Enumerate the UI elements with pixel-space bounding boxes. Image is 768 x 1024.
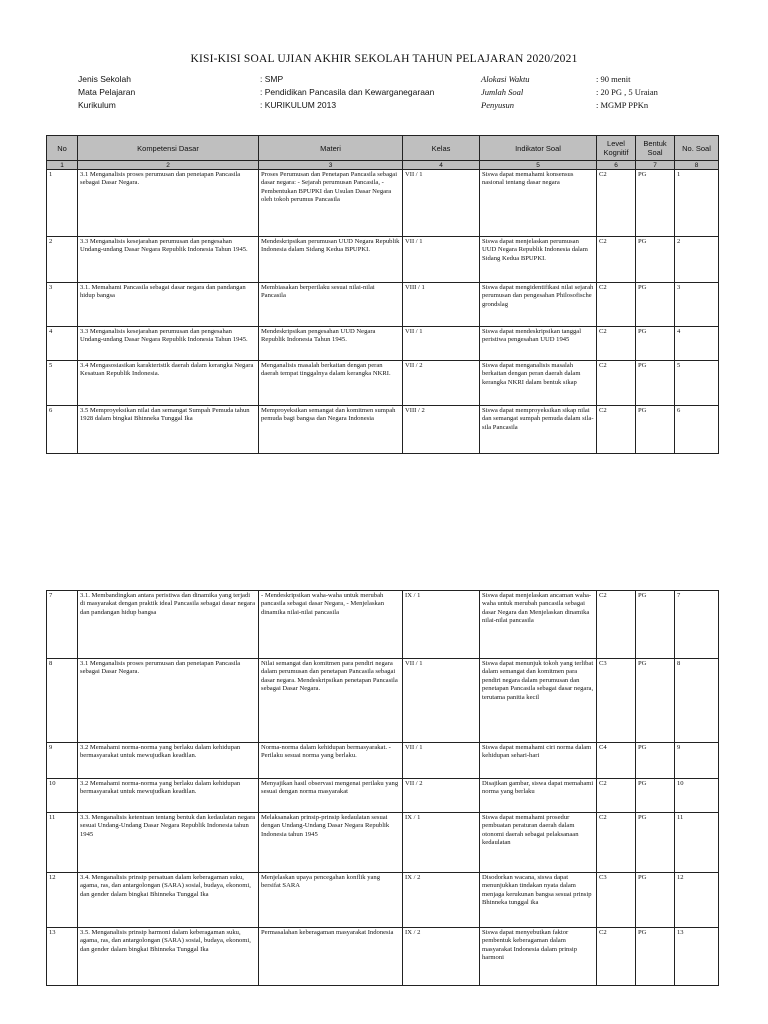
cell-bentuk: PG [636,873,675,928]
column-number: 7 [636,161,675,170]
cell-materi: Nilai semangat dan komitmen para pendiri negara dalam perumusan dan penetapan Pancasila sebagai dasar negara. Mendeskripsikan penetapan Pancasila sebagai Dasar Negara. [259,659,403,743]
info-value: : 90 menit [596,74,631,84]
table-row [47,873,719,928]
table-row [47,659,719,743]
header-kompetensi: Kompetensi Dasar [78,136,259,161]
cell-materi: Melaksanakan prinsip-prinsip kedaulatan sesuai dengan Undang-Undang Dasar Negara Republik Indonesia tahun 1945 [259,813,403,873]
cell-level: C2 [597,237,636,283]
table-row [47,779,719,813]
cell-level: C2 [597,361,636,406]
cell-kelas: VII / 2 [403,779,480,813]
table-row [47,327,719,361]
cell-bentuk: PG [636,591,675,659]
cell-no: 4 [47,327,78,361]
cell-bentuk: PG [636,406,675,454]
cell-level: C2 [597,779,636,813]
cell-bentuk: PG [636,237,675,283]
info-label: Penyusun [481,100,515,110]
info-value: : MGMP PPKn [596,100,649,110]
column-number: 6 [597,161,636,170]
cell-level: C2 [597,327,636,361]
table-row [47,170,719,237]
cell-bentuk: PG [636,659,675,743]
cell-nosoal: 11 [675,813,719,873]
cell-indikator: Siswa dapat menganalisis masalah berkaitan dengan peran daerah dalam kerangka NKRI dalam bentuk sikap [480,361,597,406]
cell-level: C2 [597,813,636,873]
cell-level: C4 [597,743,636,779]
cell-indikator: Siswa dapat memproyeksikan sikap nilai dan semangat sumpah pemuda dalam sila-sila Pancasila [480,406,597,454]
info-label: Mata Pelajaran [78,87,136,97]
cell-kelas: VIII / 2 [403,406,480,454]
cell-kompetensi: 3.1 Menganalisis proses perumusan dan penetapan Pancasila sebagai Dasar Negara. [78,170,259,237]
column-number: 5 [480,161,597,170]
cell-kelas: VII / 1 [403,327,480,361]
cell-nosoal: 5 [675,361,719,406]
cell-indikator: Siswa dapat menyebutkan faktor pembentuk keberagaman dalam masyarakat Indonesia dalam prinsip harmoni [480,928,597,986]
cell-level: C2 [597,283,636,327]
cell-level: C2 [597,406,636,454]
cell-level: C3 [597,873,636,928]
table-row [47,361,719,406]
cell-bentuk: PG [636,743,675,779]
table-body-top [47,170,719,454]
header-indikator: Indikator Soal [480,136,597,161]
cell-materi: Memproyeksikan semangat dan komitmen sumpah pemuda bagi bangsa dan Negara Indonesia [259,406,403,454]
info-label: Jumlah Soal [481,87,524,97]
school-info [78,73,434,112]
cell-kelas: VII / 1 [403,659,480,743]
cell-nosoal: 8 [675,659,719,743]
cell-nosoal: 9 [675,743,719,779]
cell-indikator: Siswa dapat memahami ciri norma dalam kehidupan sehari-hari [480,743,597,779]
exam-info [481,73,658,112]
table-row [47,743,719,779]
cell-level: C2 [597,591,636,659]
cell-no: 9 [47,743,78,779]
cell-kompetensi: 3.5. Menganalisis prinsip harmoni dalam keberagaman suku, agama, ras, dan antargolongan (SARA) sosial, budaya, ekonomi, dan gender dalam bingkai Bhinneka Tunggal Ika [78,928,259,986]
cell-kelas: IX / 1 [403,813,480,873]
cell-nosoal: 3 [675,283,719,327]
cell-bentuk: PG [636,928,675,986]
table-row [47,406,719,454]
cell-materi: Membiasakan berperilaku sesuai nilai-nilai Pancasila [259,283,403,327]
cell-no: 6 [47,406,78,454]
grid-table-bottom [46,590,719,986]
cell-indikator: Disodorkan wacana, siswa dapat menunjukkan tindakan nyata dalam menjaga kerukunan bangsa sesuai prinsip Bhinneka tunggal ika [480,873,597,928]
cell-no: 13 [47,928,78,986]
info-row [78,73,434,86]
cell-bentuk: PG [636,813,675,873]
table-row [47,237,719,283]
cell-materi: Menyajikan hasil observasi mengenai perilaku yang sesuai dengan norma masyarakat [259,779,403,813]
cell-no: 8 [47,659,78,743]
cell-kelas: IX / 2 [403,928,480,986]
cell-nosoal: 4 [675,327,719,361]
grid-table-top [46,135,719,454]
cell-materi: Menjelaskan upaya pencegahan konflik yang bersifat SARA [259,873,403,928]
cell-nosoal: 13 [675,928,719,986]
cell-kelas: VII / 2 [403,361,480,406]
cell-level: C2 [597,170,636,237]
cell-kompetensi: 3.3 Menganalisis kesejarahan perumusan dan pengesahan Undang-undang Dasar Negara Republik Indonesia Tahun 1945. [78,327,259,361]
cell-materi: Norma-norma dalam kehidupan bermasyarakat. - Perilaku sesuai norma yang berlaku. [259,743,403,779]
cell-bentuk: PG [636,283,675,327]
info-label: Jenis Sekolah [78,74,131,84]
cell-no: 7 [47,591,78,659]
cell-indikator: Siswa dapat mendeskripsikan tanggal peristiwa pengesahan UUD 1945 [480,327,597,361]
cell-materi: Mendeskripsikan pengesahan UUD Negara Republik Indonesia Tahun 1945. [259,327,403,361]
cell-kelas: VII / 1 [403,237,480,283]
table-row [47,283,719,327]
cell-nosoal: 7 [675,591,719,659]
cell-indikator: Siswa dapat mengidentifikasi nilai sejarah perumusan dan pengesahan Philosofische grondslag [480,283,597,327]
header-bentuk: Bentuk Soal [636,136,675,161]
cell-bentuk: PG [636,779,675,813]
cell-indikator: Siswa dapat menjelaskan perumusan UUD Negara Republik Indonesia dalam Sidang Kedua BPUPKI. [480,237,597,283]
info-row [78,99,434,112]
cell-bentuk: PG [636,327,675,361]
info-value: : 20 PG , 5 Uraian [596,87,658,97]
info-row [481,73,658,86]
cell-materi: Proses Perumusan dan Penetapan Pancasila sebagai dasar negara: - Sejarah perumusan Pancasila, - Pembentukan BPUPKI dan Usulan Dasar Negara oleh tokoh perumus Pancasila [259,170,403,237]
cell-no: 3 [47,283,78,327]
cell-materi: Menganalisis masalah berkaitan dengan peran daerah tempat tinggalnya dalam kerangka NKRI. [259,361,403,406]
header-nosoal: No. Soal [675,136,719,161]
cell-kompetensi: 3.1. Membandingkan antara peristiwa dan dinamika yang terjadi di masyarakat dengan praktik ideal Pancasila sebagai dasar negara dan pandangan hidup bangsa [78,591,259,659]
header-level: Level Kognitif [597,136,636,161]
cell-nosoal: 2 [675,237,719,283]
cell-materi: Mendeskripsikan perumusan UUD Negara Republik Indonesia dalam Sidang Kedua BPUPKI. [259,237,403,283]
info-row [481,99,658,112]
cell-indikator: Siswa dapat memahami prosedur pembuatan peraturan daerah dalam otonomi daerah sebagai pelaksanaan kedaulatan [480,813,597,873]
cell-materi: Permasalahan keberagaman masyarakat Indonesia [259,928,403,986]
cell-kompetensi: 3.4. Menganalisis prinsip persatuan dalam keberagaman suku, agama, ras, dan antargolongan (SARA) sosial, budaya, ekonomi, dan gender dalam bingkai Bhinneka Tunggal Ika [78,873,259,928]
column-number: 4 [403,161,480,170]
cell-indikator: Disajikan gambar, siswa dapat memahami norma yang berlaku [480,779,597,813]
document-title: KISI-KISI SOAL UJIAN AKHIR SEKOLAH TAHUN PELAJARAN 2020/2021 [190,53,578,65]
info-value: : Pendidikan Pancasila dan Kewarganegaraan [260,87,435,97]
header-row [47,136,719,161]
cell-kompetensi: 3.4 Mengasosiasikan karakteristik daerah dalam kerangka Negara Kesatuan Republik Indonesia. [78,361,259,406]
cell-bentuk: PG [636,170,675,237]
header-materi: Materi [259,136,403,161]
column-number: 1 [47,161,78,170]
cell-kompetensi: 3.5 Memproyeksikan nilai dan semangat Sumpah Pemuda tahun 1928 dalam bingkai Bhinneka Tunggal Ika [78,406,259,454]
cell-nosoal: 6 [675,406,719,454]
table-row [47,928,719,986]
header-no: No [47,136,78,161]
cell-indikator: Siswa dapat memahami konsensus nasional tentang dasar negara [480,170,597,237]
table-body-bottom [47,591,719,986]
cell-indikator: Siswa dapat menunjuk tokoh yang terlibat dalam semangat dan komitmen para pendiri negara dalam perumusan dan penetapan Pancasila sebagai dasar negara, terutama panitia kecil [480,659,597,743]
cell-kelas: IX / 2 [403,873,480,928]
info-value: : KURIKULUM 2013 [260,100,337,110]
cell-kompetensi: 3.2 Memahami norma-norma yang berlaku dalam kehidupan bermasyarakat untuk mewujudkan keadilan. [78,779,259,813]
table-row [47,813,719,873]
info-row [78,86,434,99]
column-number: 8 [675,161,719,170]
column-number: 3 [259,161,403,170]
cell-no: 11 [47,813,78,873]
cell-level: C2 [597,928,636,986]
cell-kompetensi: 3.3. Menganalisis ketentuan tentang bentuk dan kedaulatan negara sesuai Undang-Undang Dasar Negara Republik Indonesia tahun 1945 [78,813,259,873]
cell-level: C3 [597,659,636,743]
cell-materi: - Mendeskripsikan waha-waha untuk merubah pancasila sebagai dasar Negara, - Menjelaskan dinamika nilai-nilai pancasila [259,591,403,659]
cell-no: 5 [47,361,78,406]
column-number-row [47,161,719,170]
info-value: : SMP [260,74,284,84]
cell-nosoal: 10 [675,779,719,813]
info-label: Alokasi Waktu [481,74,530,84]
info-label: Kurikulum [78,100,116,110]
cell-no: 12 [47,873,78,928]
cell-kelas: VII / 1 [403,743,480,779]
cell-nosoal: 12 [675,873,719,928]
info-row [481,86,658,99]
table-row [47,591,719,659]
cell-kompetensi: 3.3 Menganalisis kesejarahan perumusan dan pengesahan Undang-undang Dasar Negara Republik Indonesia Tahun 1945. [78,237,259,283]
cell-kelas: VII / 1 [403,170,480,237]
cell-nosoal: 1 [675,170,719,237]
cell-kompetensi: 3.1 Menganalisis proses perumusan dan penetapan Pancasila sebagai Dasar Negara. [78,659,259,743]
cell-no: 10 [47,779,78,813]
cell-no: 2 [47,237,78,283]
cell-kelas: IX / 1 [403,591,480,659]
cell-bentuk: PG [636,361,675,406]
cell-no: 1 [47,170,78,237]
cell-kompetensi: 3.1. Memahami Pancasila sebagai dasar negara dan pandangan hidup bangsa [78,283,259,327]
column-number: 2 [78,161,259,170]
cell-kelas: VIII / 1 [403,283,480,327]
cell-indikator: Siswa dapat menjelaskan ancaman waha-waha untuk merubah pancasila sebagai dasar Negara dan Menjelaskan dinamika nilai-nilai pancasila [480,591,597,659]
cell-kompetensi: 3.2 Memahami norma-norma yang berlaku dalam kehidupan bermasyarakat untuk mewujudkan keadilan. [78,743,259,779]
header-kelas: Kelas [403,136,480,161]
